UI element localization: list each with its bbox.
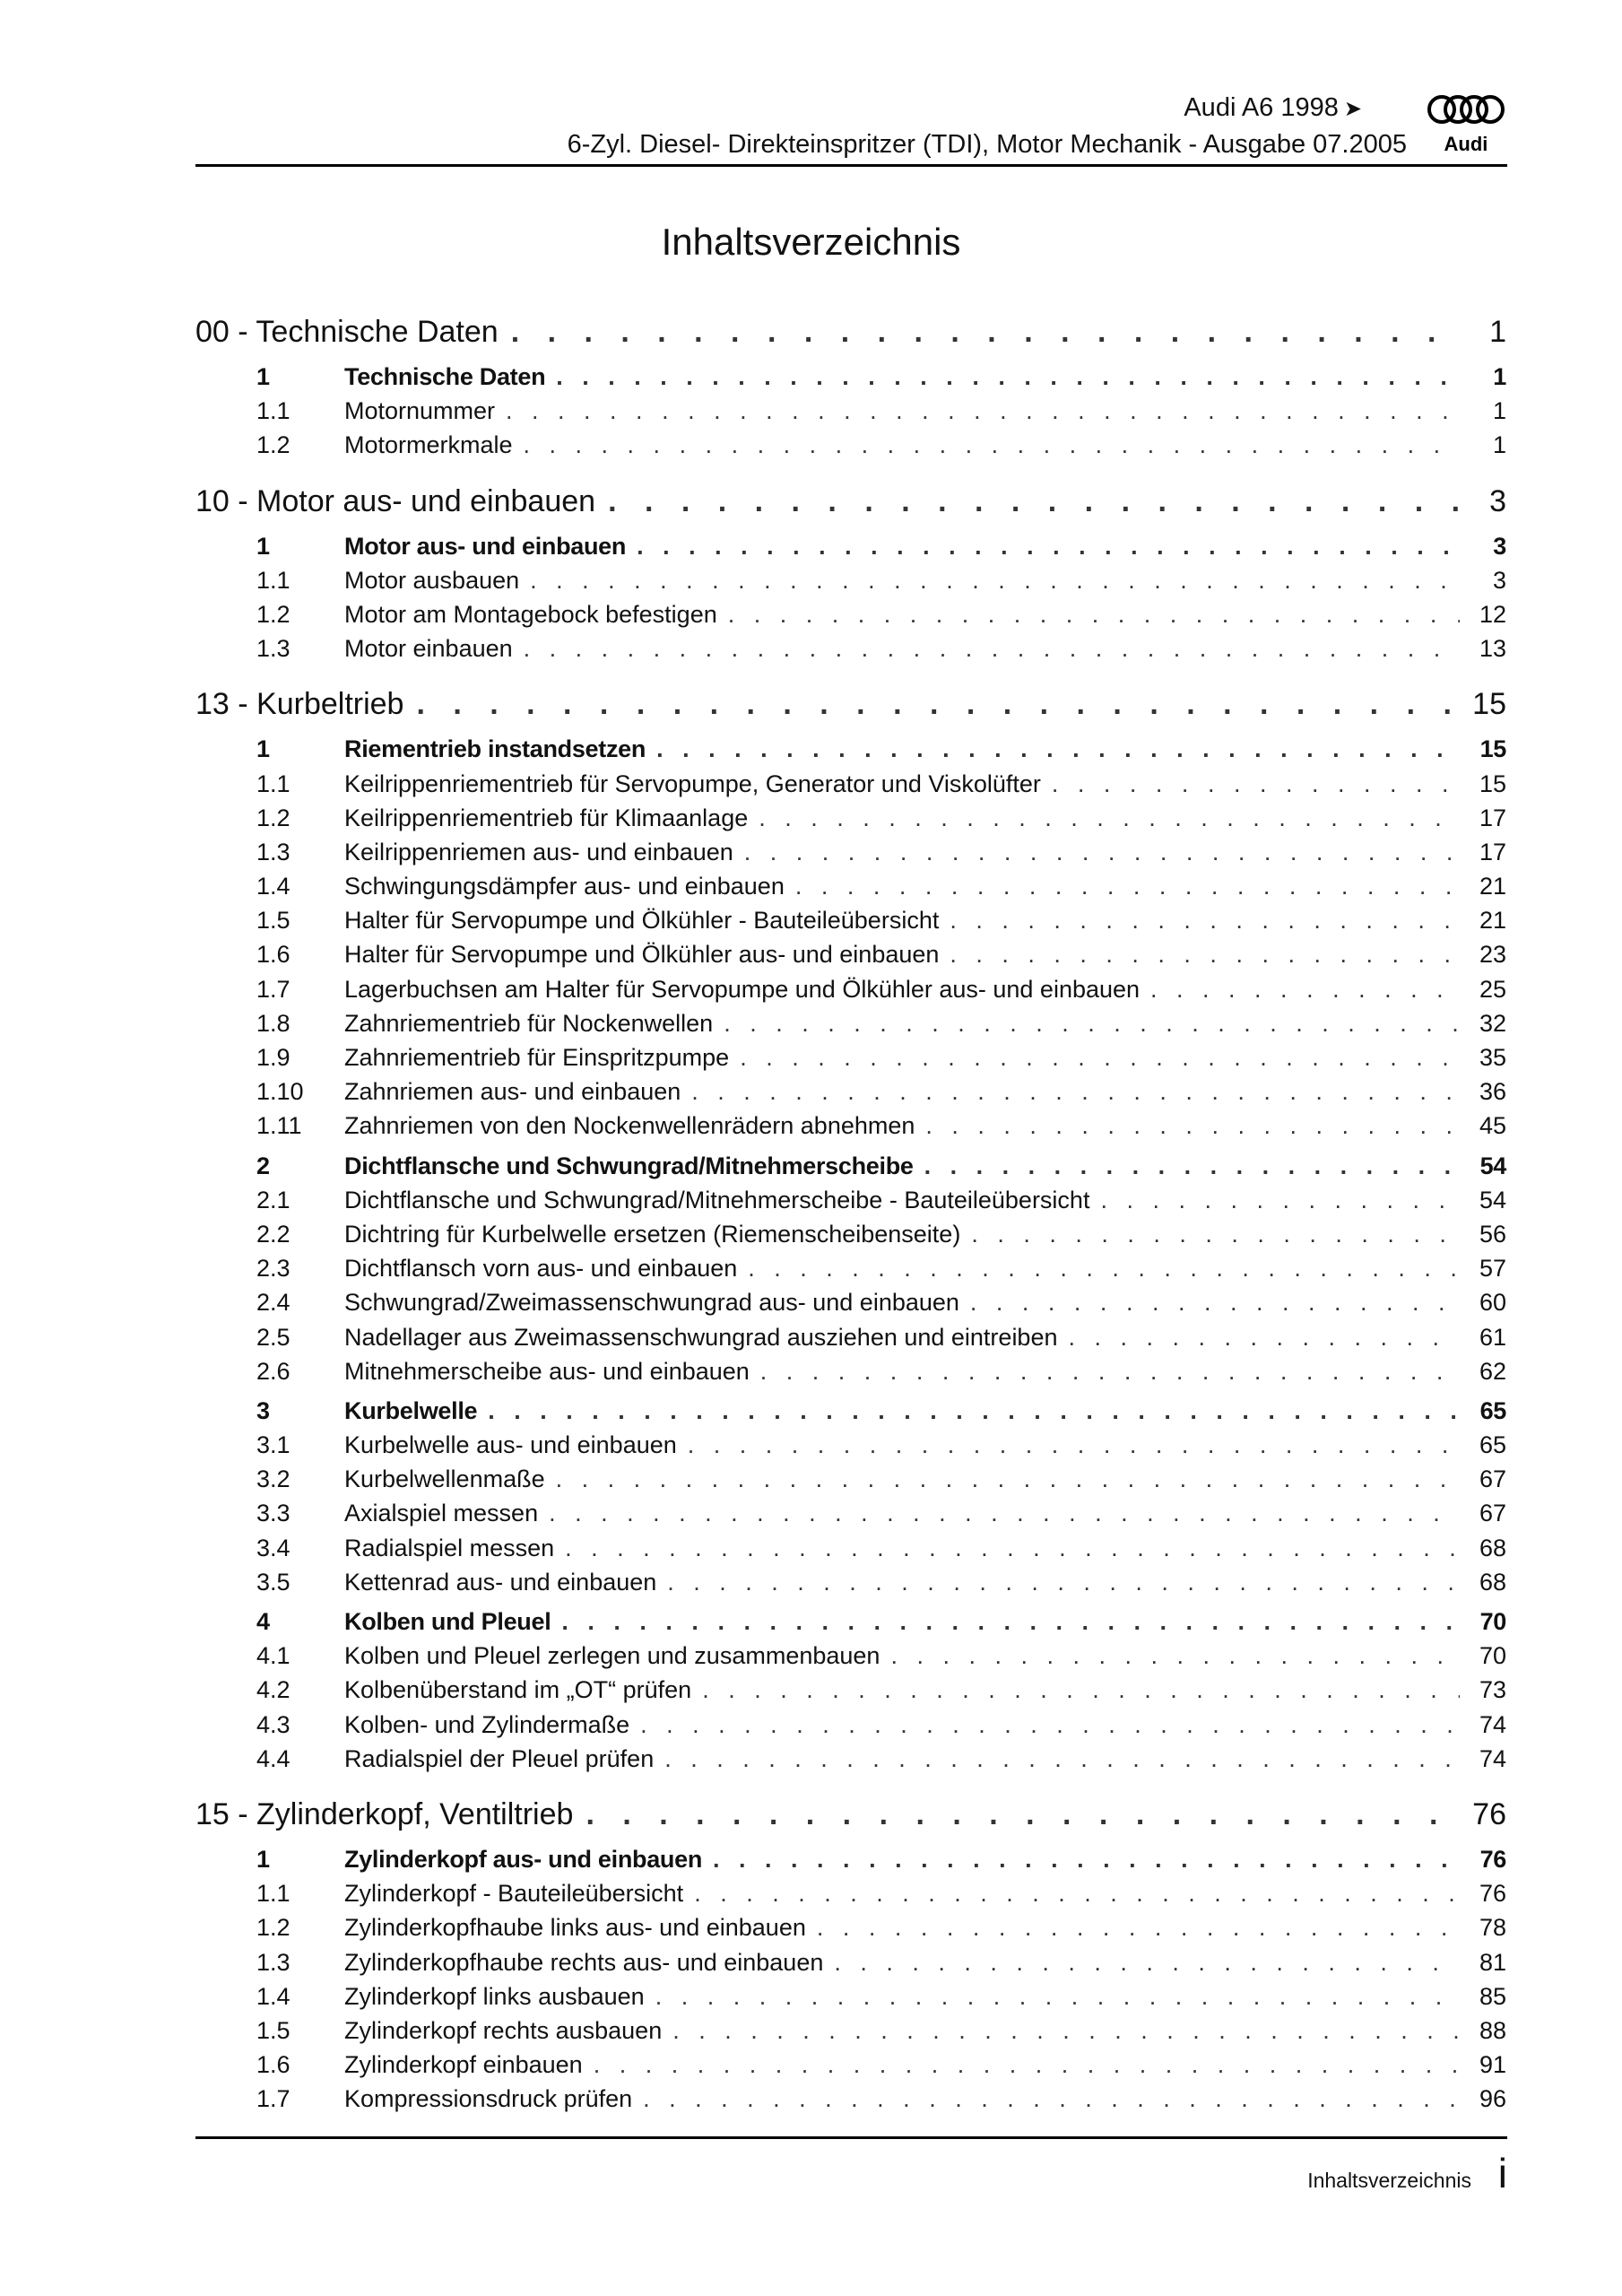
toc-entry-label: Mitnehmerscheibe aus- und einbauen <box>344 1357 750 1385</box>
toc-section-title: 15 - Zylinderkopf, Ventiltrieb <box>195 1796 574 1831</box>
toc-entry[interactable] <box>256 2051 1506 2085</box>
toc-entry-label: Motormerkmale <box>344 431 513 459</box>
toc-entry-number: 4.2 <box>256 1676 291 1704</box>
toc-entry-label: Zylinderkopfhaube links aus- und einbauen <box>344 1914 806 1942</box>
toc-entry-number: 1.1 <box>256 1880 291 1908</box>
toc-entry-number: 1.5 <box>256 907 291 935</box>
toc-leader-dots <box>556 1465 1460 1493</box>
toc-entry[interactable] <box>256 431 1506 465</box>
toc-section-title: 10 - Motor aus- und einbauen <box>195 483 596 518</box>
toc-entry-number: 1.8 <box>256 1009 291 1037</box>
footer-divider <box>195 2136 1507 2139</box>
toc-entry[interactable] <box>256 601 1506 635</box>
toc-leader-dots <box>1052 770 1460 798</box>
toc-entry-label: Riementrieb instandsetzen <box>344 735 646 763</box>
toc-entry-list <box>195 363 1506 466</box>
toc-entry-number: 1 <box>256 363 270 390</box>
toc-entry[interactable] <box>256 1880 1506 1914</box>
toc-entry-number: 1 <box>256 1845 270 1873</box>
toc-entry[interactable] <box>256 1465 1506 1500</box>
toc-entry-number: 2.2 <box>256 1220 291 1248</box>
toc-entry[interactable] <box>256 363 1506 397</box>
toc-entry-number: 1.7 <box>256 975 291 1003</box>
toc-entry[interactable] <box>256 1044 1506 1078</box>
toc-entry-page: 3 <box>1493 532 1506 560</box>
toc-entry-number: 1.10 <box>256 1078 304 1106</box>
toc-entry[interactable] <box>256 1289 1506 1323</box>
toc-leader-dots <box>608 484 1458 519</box>
toc-entry[interactable] <box>256 1397 1506 1431</box>
toc-leader-dots <box>834 1949 1460 1977</box>
toc-entry-list <box>195 1846 1506 2120</box>
toc-entry[interactable] <box>256 976 1506 1010</box>
toc-entry-number: 2.3 <box>256 1255 291 1283</box>
toc-entry-page: 81 <box>1479 1948 1506 1976</box>
toc-leader-dots <box>594 2051 1460 2079</box>
toc-entry-label: Zylinderkopfhaube rechts aus- und einbauen <box>344 1948 824 1976</box>
toc-leader-dots <box>561 1608 1460 1636</box>
toc-entry-page: 35 <box>1479 1044 1506 1071</box>
toc-leader-dots <box>890 1642 1460 1670</box>
toc-entry-page: 1 <box>1492 431 1506 459</box>
toc-leader-dots <box>702 1676 1460 1704</box>
toc-entry-page: 76 <box>1479 1880 1506 1908</box>
table-of-contents <box>195 309 1506 2132</box>
toc-leader-dots <box>1100 1187 1460 1214</box>
toc-entry-page: 21 <box>1479 873 1506 900</box>
toc-entry[interactable] <box>256 1500 1506 1534</box>
toc-entry-number: 3.2 <box>256 1465 291 1493</box>
toc-entry[interactable] <box>256 1221 1506 1255</box>
toc-entry-page: 36 <box>1479 1078 1506 1106</box>
toc-entry-page: 17 <box>1479 838 1506 865</box>
toc-entry-label: Halter für Servopumpe und Ölkühler aus- und einbauen <box>344 941 940 969</box>
toc-entry[interactable] <box>256 1676 1506 1710</box>
toc-entry-page: 68 <box>1479 1534 1506 1561</box>
toc-entry-label: Radialspiel der Pleuel prüfen <box>344 1744 655 1772</box>
toc-entry[interactable] <box>256 1187 1506 1221</box>
toc-entry-page: 32 <box>1479 1009 1506 1037</box>
toc-entry-label: Zahnriemen aus- und einbauen <box>344 1078 681 1106</box>
toc-entry[interactable] <box>256 770 1506 804</box>
toc-entry-page: 1 <box>1492 397 1506 425</box>
toc-entry-number: 2.4 <box>256 1289 291 1317</box>
toc-entry-page: 88 <box>1479 2016 1506 2044</box>
toc-entry-number: 1.4 <box>256 873 291 900</box>
toc-entry-label: Schwingungsdämpfer aus- und einbauen <box>344 873 785 900</box>
toc-entry-label: Zahnriemen von den Nockenwellenrädern abnehmen <box>344 1112 915 1140</box>
toc-entry-number: 1.6 <box>256 941 291 969</box>
toc-entry-page: 68 <box>1479 1568 1506 1596</box>
footer-page-number: i <box>1497 2150 1507 2196</box>
toc-section-title: 13 - Kurbeltrieb <box>195 687 404 722</box>
toc-entry-page: 70 <box>1479 1608 1506 1635</box>
toc-entry-number: 3.5 <box>256 1568 291 1596</box>
toc-entry-page: 96 <box>1479 2085 1506 2113</box>
toc-entry-label: Keilrippenriementrieb für Klimaanlage <box>344 804 749 831</box>
toc-entry-page: 15 <box>1479 770 1506 797</box>
toc-entry-label: Dichtflansche und Schwungrad/Mitnehmerscheibe <box>344 1152 914 1179</box>
toc-entry-number: 1.2 <box>256 804 291 831</box>
toc-section-page: 3 <box>1489 483 1506 518</box>
toc-entry-page: 12 <box>1479 600 1506 628</box>
toc-entry[interactable] <box>256 567 1506 601</box>
toc-entry-page: 61 <box>1479 1323 1506 1351</box>
toc-leader-dots <box>924 1152 1460 1180</box>
toc-leader-dots <box>1069 1324 1461 1352</box>
toc-leader-dots <box>549 1500 1460 1527</box>
toc-entry[interactable] <box>256 1949 1506 1983</box>
toc-entry-page: 56 <box>1479 1220 1506 1248</box>
toc-entry-label: Lagerbuchsen am Halter für Servopumpe und Ölkühler aus- und einbauen <box>344 975 1141 1003</box>
toc-leader-dots <box>694 1880 1460 1908</box>
toc-entry-number: 3.4 <box>256 1534 291 1561</box>
toc-entry-number: 1.4 <box>256 1982 291 2010</box>
toc-entry-label: Halter für Servopumpe und Ölkühler - Bauteileübersicht <box>344 907 940 935</box>
toc-leader-dots <box>637 533 1460 561</box>
toc-entry[interactable] <box>256 1711 1506 1745</box>
toc-section-heading[interactable] <box>195 479 1506 533</box>
toc-entry-number: 1.2 <box>256 431 291 459</box>
toc-entry[interactable] <box>256 941 1506 975</box>
toc-entry[interactable] <box>256 533 1506 567</box>
toc-entry-page: 73 <box>1479 1676 1506 1704</box>
toc-entry-number: 1.9 <box>256 1044 291 1071</box>
toc-entry[interactable] <box>256 1431 1506 1465</box>
toc-entry-label: Motor ausbauen <box>344 566 520 594</box>
toc-entry-number: 1.7 <box>256 2085 291 2113</box>
footer-label: Inhaltsverzeichnis <box>1307 2169 1471 2192</box>
header-model <box>1184 93 1362 123</box>
toc-entry-label: Motor aus- und einbauen <box>344 532 627 560</box>
toc-leader-dots <box>688 1431 1460 1459</box>
toc-entry-label: Zylinderkopf - Bauteileübersicht <box>344 1880 684 1908</box>
toc-leader-dots <box>656 735 1460 763</box>
toc-leader-dots <box>1150 976 1460 1004</box>
toc-entry[interactable] <box>256 1535 1506 1569</box>
toc-entry[interactable] <box>256 839 1506 873</box>
toc-entry[interactable] <box>256 1255 1506 1289</box>
toc-leader-dots <box>664 1745 1460 1773</box>
toc-entry-page: 57 <box>1479 1255 1506 1283</box>
toc-entry-page: 85 <box>1479 1982 1506 2010</box>
toc-entry-number: 1.3 <box>256 635 291 663</box>
toc-leader-dots <box>970 1289 1460 1317</box>
toc-leader-dots <box>759 804 1460 832</box>
toc-entry-page: 13 <box>1479 635 1506 663</box>
toc-entry[interactable] <box>256 2085 1506 2119</box>
toc-entry[interactable] <box>256 1914 1506 1948</box>
toc-entry-number: 4.3 <box>256 1710 291 1738</box>
toc-entry-number: 2.5 <box>256 1323 291 1351</box>
toc-entry-label: Zylinderkopf rechts ausbauen <box>344 2016 663 2044</box>
toc-leader-dots <box>691 1078 1460 1106</box>
toc-entry[interactable] <box>256 804 1506 839</box>
toc-entry-label: Dichtring für Kurbelwelle ersetzen (Riemenscheibenseite) <box>344 1220 961 1248</box>
toc-leader-dots <box>795 873 1460 900</box>
toc-entry-label: Nadellager aus Zweimassenschwungrad ausziehen und eintreiben <box>344 1323 1058 1351</box>
toc-entry[interactable] <box>256 1112 1506 1146</box>
toc-entry-number: 2 <box>256 1152 270 1179</box>
toc-entry-number: 1.2 <box>256 1914 291 1942</box>
toc-entry[interactable] <box>256 1324 1506 1358</box>
toc-entry-number: 2.1 <box>256 1186 291 1213</box>
toc-entry-number: 4.1 <box>256 1642 291 1670</box>
toc-entry-number: 1.3 <box>256 1948 291 1976</box>
toc-entry-number: 2.6 <box>256 1357 291 1385</box>
toc-entry-number: 1.1 <box>256 566 291 594</box>
toc-entry[interactable] <box>256 1745 1506 1779</box>
toc-entry-number: 1.5 <box>256 2016 291 2044</box>
toc-entry-label: Radialspiel messen <box>344 1534 555 1561</box>
header-model-text: Audi A6 1998 <box>1184 93 1339 122</box>
toc-section-heading[interactable] <box>195 682 1506 735</box>
toc-entry-page: 65 <box>1479 1396 1506 1424</box>
toc-entry-number: 1.3 <box>256 838 291 865</box>
toc-leader-dots <box>640 1711 1460 1739</box>
toc-leader-dots <box>524 431 1460 459</box>
toc-entry-page: 70 <box>1479 1642 1506 1670</box>
toc-section <box>195 682 1506 1792</box>
toc-entry-label: Motor am Montagebock befestigen <box>344 600 717 628</box>
toc-leader-dots <box>724 1010 1460 1038</box>
toc-entry-label: Keilrippenriemen aus- und einbauen <box>344 838 733 865</box>
toc-entry-number: 1.1 <box>256 770 291 797</box>
toc-entry-page: 54 <box>1479 1152 1506 1179</box>
toc-entry-page: 67 <box>1479 1465 1506 1493</box>
toc-entry-page: 76 <box>1479 1845 1506 1873</box>
toc-entry[interactable] <box>256 1152 1506 1187</box>
toc-entry-number: 3.1 <box>256 1431 291 1459</box>
toc-entry-page: 67 <box>1479 1500 1506 1527</box>
toc-leader-dots <box>556 363 1460 391</box>
arrow-right-icon: ➤ <box>1343 97 1362 121</box>
toc-entry[interactable] <box>256 1608 1506 1642</box>
audi-logo <box>1426 90 1506 161</box>
toc-leader-dots <box>667 1569 1460 1596</box>
toc-entry-label: Kurbelwelle <box>344 1396 478 1424</box>
toc-entry-page: 60 <box>1479 1289 1506 1317</box>
toc-entry-label: Kurbelwellenmaße <box>344 1465 545 1493</box>
toc-entry-label: Axialspiel messen <box>344 1500 539 1527</box>
toc-leader-dots <box>416 687 1458 722</box>
header-divider <box>195 164 1507 167</box>
toc-leader-dots <box>488 1397 1460 1425</box>
toc-entry-label: Kurbelwelle aus- und einbauen <box>344 1431 677 1459</box>
toc-entry[interactable] <box>256 735 1506 770</box>
toc-leader-dots <box>950 907 1460 935</box>
toc-entry[interactable] <box>256 397 1506 431</box>
toc-leader-dots <box>511 315 1458 350</box>
toc-section <box>195 1792 1506 2133</box>
toc-entry-label: Kettenrad aus- und einbauen <box>344 1568 657 1596</box>
toc-entry-page: 15 <box>1479 735 1506 763</box>
toc-entry[interactable] <box>256 635 1506 669</box>
audi-logo-text: Audi <box>1444 133 1488 155</box>
toc-leader-dots <box>713 1846 1460 1874</box>
toc-leader-dots <box>524 635 1460 663</box>
toc-entry-label: Zahnriementrieb für Einspritzpumpe <box>344 1044 730 1071</box>
toc-section-heading[interactable] <box>195 309 1506 363</box>
toc-entry-label: Kolben und Pleuel <box>344 1608 551 1635</box>
toc-entry-page: 74 <box>1479 1744 1506 1772</box>
toc-section-page: 1 <box>1489 315 1506 349</box>
toc-entry-label: Motor einbauen <box>344 635 513 663</box>
toc-section-title: 00 - Technische Daten <box>195 315 499 349</box>
toc-entry-page: 17 <box>1479 804 1506 831</box>
toc-entry-page: 74 <box>1479 1710 1506 1738</box>
toc-entry-number: 1 <box>256 532 270 560</box>
toc-entry-number: 1.1 <box>256 397 291 425</box>
toc-entry-number: 1.2 <box>256 600 291 628</box>
toc-leader-dots <box>971 1221 1460 1248</box>
toc-entry-page: 45 <box>1479 1112 1506 1140</box>
toc-section-page: 76 <box>1472 1796 1506 1831</box>
toc-entry-page: 91 <box>1479 2051 1506 2079</box>
toc-entry-page: 3 <box>1492 566 1506 594</box>
toc-entry-page: 62 <box>1479 1357 1506 1385</box>
toc-entry-label: Keilrippenriementrieb für Servopumpe, Generator und Viskolüfter <box>344 770 1041 797</box>
toc-entry[interactable] <box>256 1569 1506 1603</box>
toc-leader-dots <box>565 1535 1460 1562</box>
toc-leader-dots <box>655 1983 1460 2011</box>
toc-entry-page: 1 <box>1493 363 1506 390</box>
toc-entry-page: 23 <box>1479 941 1506 969</box>
toc-entry-page: 78 <box>1479 1914 1506 1942</box>
toc-entry[interactable] <box>256 1358 1506 1392</box>
toc-entry-number: 1.6 <box>256 2051 291 2079</box>
toc-entry[interactable] <box>256 2017 1506 2051</box>
toc-entry-label: Zylinderkopf einbauen <box>344 2051 583 2079</box>
toc-entry-number: 4 <box>256 1608 270 1635</box>
toc-section-page: 15 <box>1472 687 1506 722</box>
toc-entry[interactable] <box>256 1983 1506 2017</box>
toc-entry-label: Dichtflansche und Schwungrad/Mitnehmerscheibe - Bauteileübersicht <box>344 1186 1090 1213</box>
toc-entry[interactable] <box>256 907 1506 941</box>
toc-leader-dots <box>506 397 1460 425</box>
toc-entry[interactable] <box>256 1010 1506 1044</box>
toc-entry-label: Zylinderkopf aus- und einbauen <box>344 1845 703 1873</box>
toc-entry-number: 4.4 <box>256 1744 291 1772</box>
toc-leader-dots <box>817 1914 1460 1942</box>
toc-entry-label: Schwungrad/Zweimassenschwungrad aus- und einbauen <box>344 1289 959 1317</box>
toc-leader-dots <box>530 567 1460 595</box>
toc-entry[interactable] <box>256 873 1506 907</box>
toc-entry-number: 3 <box>256 1396 270 1424</box>
toc-entry-number: 1 <box>256 735 270 763</box>
toc-leader-dots <box>740 1044 1460 1072</box>
toc-entry[interactable] <box>256 1846 1506 1880</box>
toc-entry-label: Zahnriementrieb für Nockenwellen <box>344 1009 714 1037</box>
toc-leader-dots <box>760 1358 1460 1386</box>
toc-entry-label: Dichtflansch vorn aus- und einbauen <box>344 1255 738 1283</box>
toc-leader-dots <box>585 1797 1458 1832</box>
header-subtitle: 6-Zyl. Diesel- Direkteinspritzer (TDI), Motor Mechanik - Ausgabe 07.2005 <box>567 130 1407 159</box>
toc-entry-page: 65 <box>1479 1431 1506 1459</box>
page-title: Inhaltsverzeichnis <box>661 221 961 263</box>
toc-entry-label: Kolben- und Zylindermaße <box>344 1710 630 1738</box>
toc-entry-label: Motornummer <box>344 397 496 425</box>
toc-leader-dots <box>643 2085 1460 2113</box>
toc-leader-dots <box>728 601 1460 629</box>
toc-leader-dots <box>744 839 1460 866</box>
toc-entry[interactable] <box>256 1642 1506 1676</box>
toc-leader-dots <box>748 1255 1460 1283</box>
toc-entry-page: 25 <box>1479 975 1506 1003</box>
toc-leader-dots <box>925 1112 1460 1140</box>
toc-leader-dots <box>950 941 1460 969</box>
toc-entry-number: 3.3 <box>256 1500 291 1527</box>
toc-entry-page: 21 <box>1479 907 1506 935</box>
toc-entry[interactable] <box>256 1078 1506 1112</box>
toc-entry-label: Technische Daten <box>344 363 546 390</box>
toc-entry-label: Kolbenüberstand im „OT“ prüfen <box>344 1676 692 1704</box>
toc-entry-label: Zylinderkopf links ausbauen <box>344 1982 645 2010</box>
toc-leader-dots <box>672 2017 1460 2045</box>
toc-entry-number: 1.11 <box>256 1112 302 1140</box>
toc-entry-list <box>195 735 1506 1779</box>
toc-entry-label: Kolben und Pleuel zerlegen und zusammenbauen <box>344 1642 880 1670</box>
toc-section-heading[interactable] <box>195 1792 1506 1846</box>
toc-entry-label: Kompressionsdruck prüfen <box>344 2085 633 2113</box>
toc-section <box>195 479 1506 683</box>
toc-entry-list <box>195 533 1506 670</box>
toc-entry-page: 54 <box>1479 1186 1506 1213</box>
toc-section <box>195 309 1506 479</box>
